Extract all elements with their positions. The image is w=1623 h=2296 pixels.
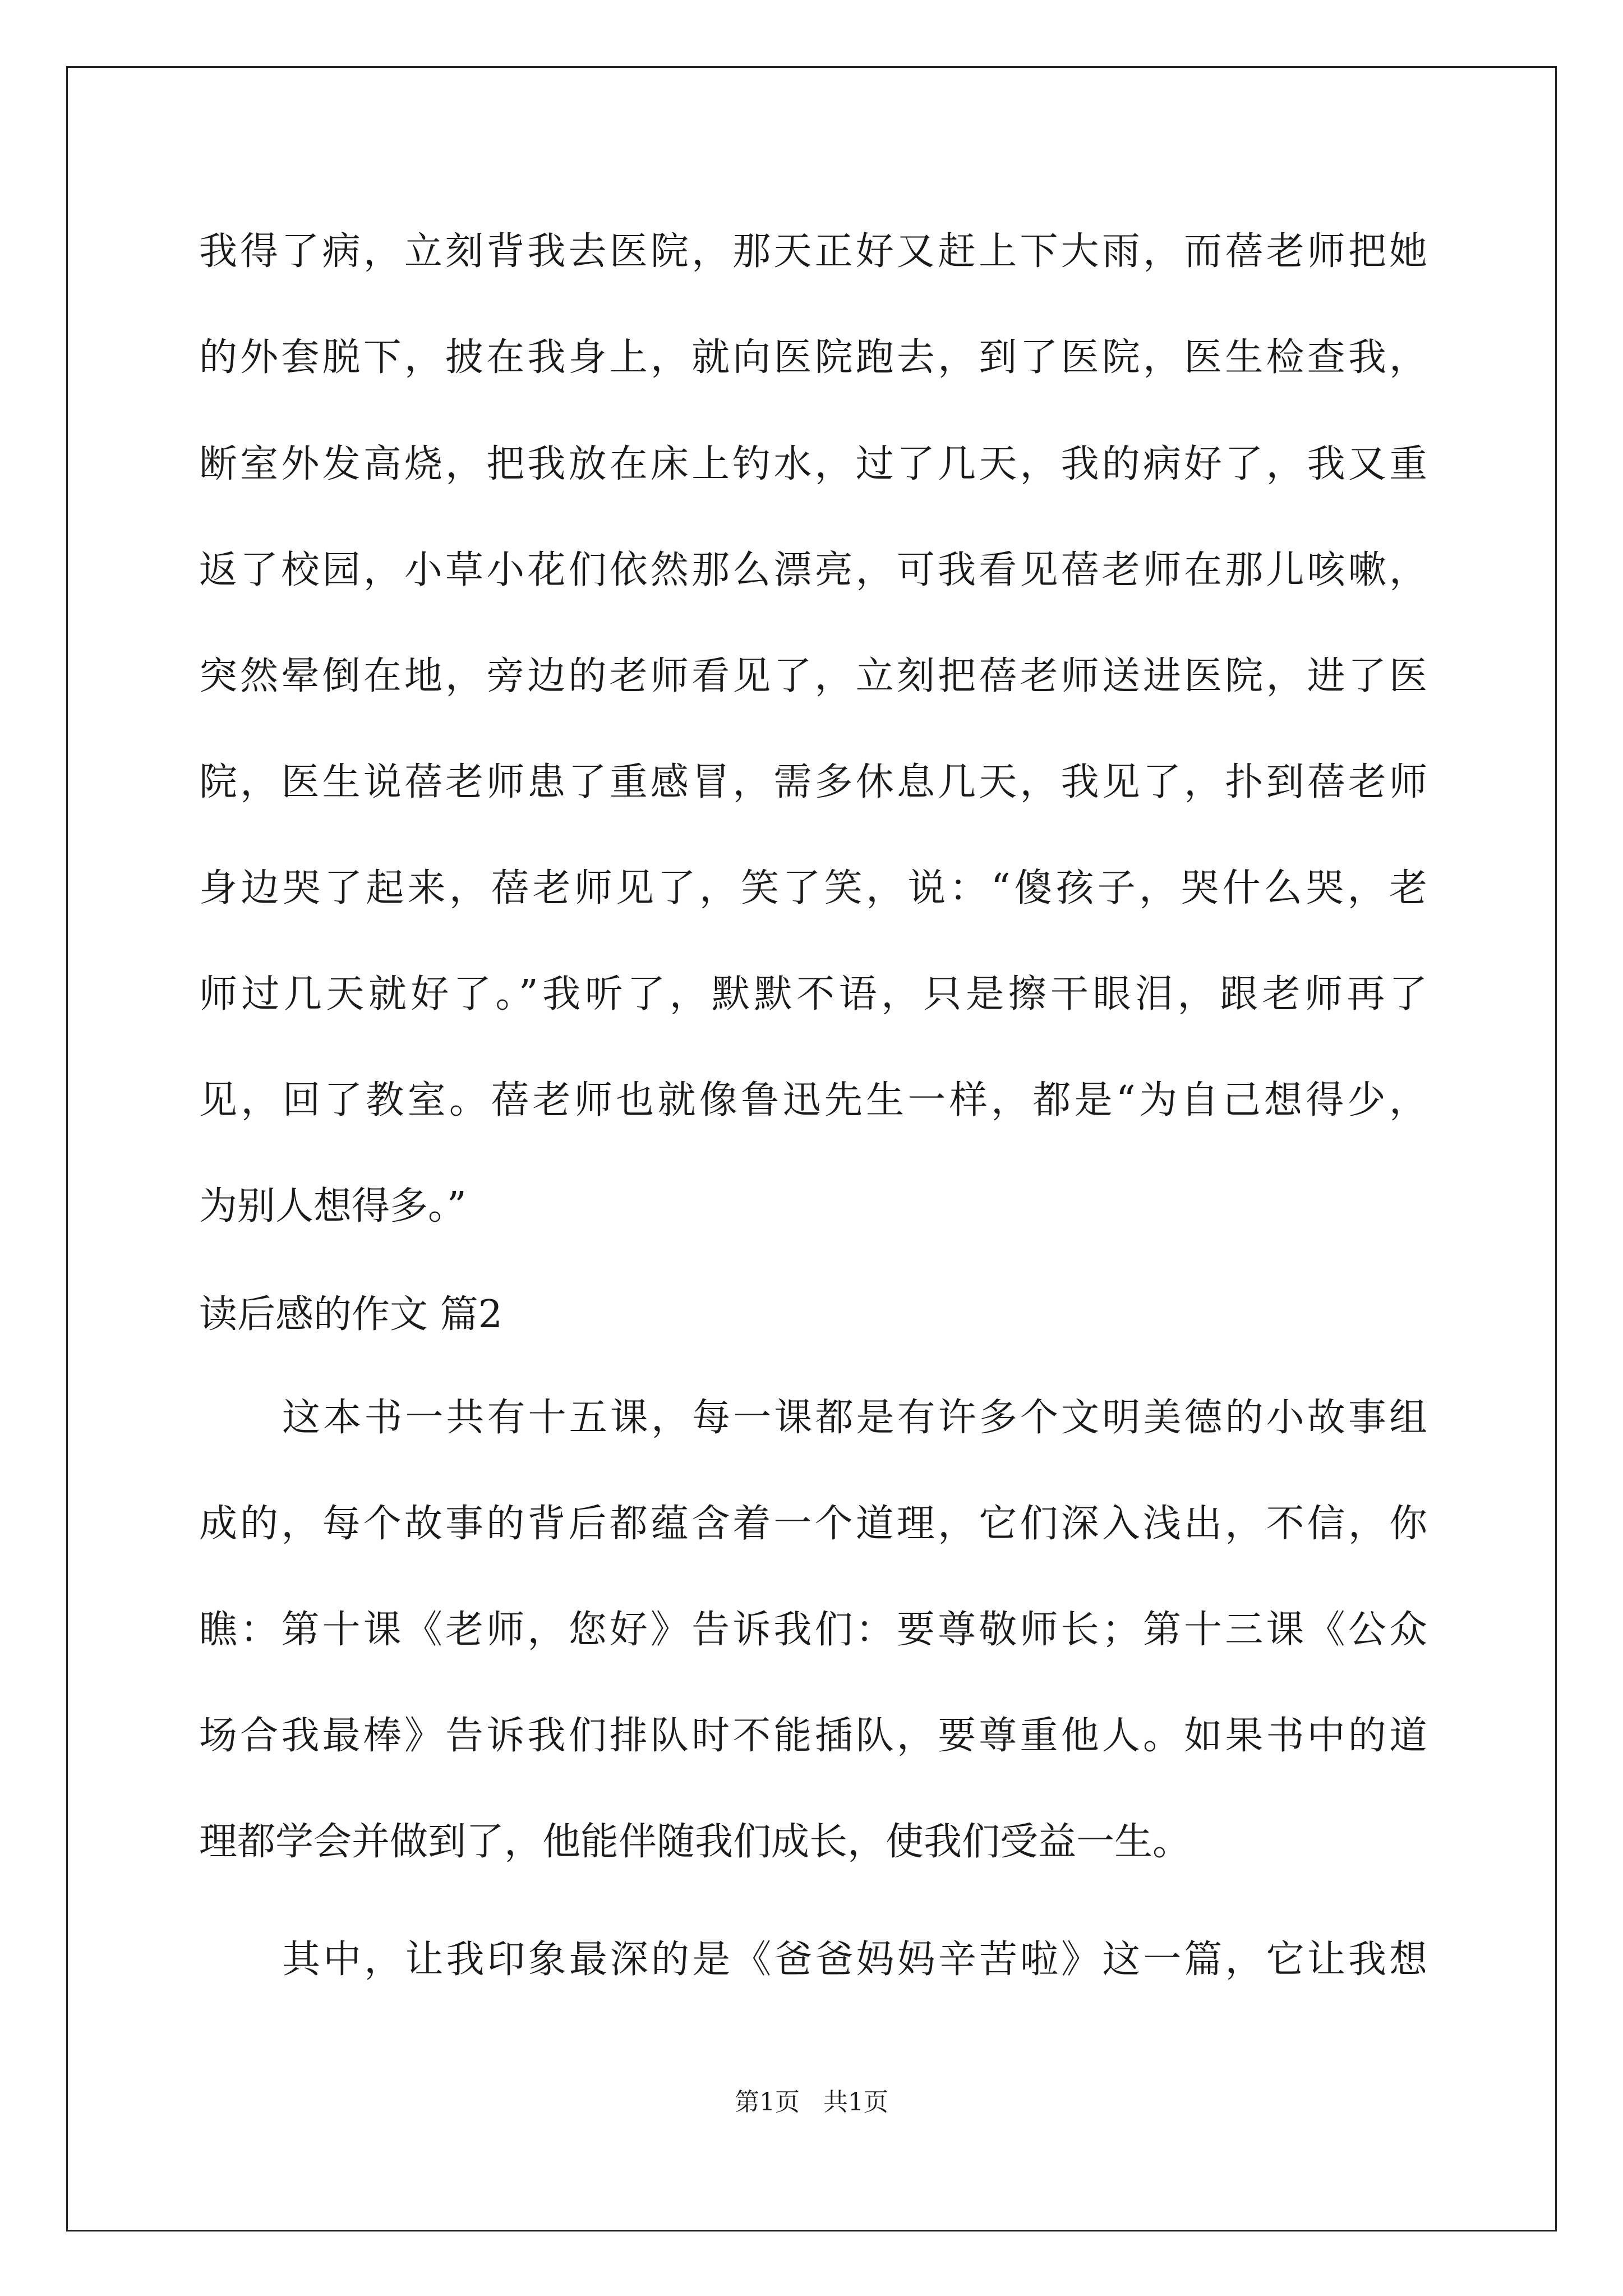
paragraph-line: 这本书一共有十五课，每一课都是有许多个文明美德的小故事组: [282, 1396, 1427, 1440]
paragraph-line: 突然晕倒在地，旁边的老师看见了，立刻把蓓老师送进医院，进了医: [199, 654, 1427, 698]
page-footer: 第1页 共1页: [735, 2088, 888, 2116]
paragraph-line: 见，回了教室。蓓老师也就像鲁迅先生一样，都是“为自己想得少，: [199, 1078, 1427, 1122]
page-border: [66, 66, 1557, 2231]
paragraph-line: 返了校园，小草小花们依然那么漂亮，可我看见蓓老师在那儿咳嗽，: [199, 548, 1427, 592]
paragraph-line: 师过几天就好了。”我听了，默默不语，只是擦干眼泪，跟老师再了: [199, 972, 1427, 1016]
paragraph-line: 的外套脱下，披在我身上，就向医院跑去，到了医院，医生检查我，: [199, 335, 1427, 380]
paragraph-line: 成的，每个故事的背后都蕴含着一个道理，它们深入浅出，不信，你: [199, 1502, 1427, 1546]
paragraph-line: 场合我最棒》告诉我们排队时不能插队，要尊重他人。如果书中的道: [199, 1714, 1427, 1758]
paragraph-line: 身边哭了起来，蓓老师见了，笑了笑，说：“傻孩子，哭什么哭，老: [199, 866, 1427, 910]
paragraph-line: 瞧：第十课《老师，您好》告诉我们：要尊敬师长；第十三课《公众: [199, 1608, 1427, 1652]
paragraph-line: 为别人想得多。”: [199, 1184, 467, 1228]
section-heading: 读后感的作文 篇2: [199, 1292, 502, 1337]
paragraph-line: 院，医生说蓓老师患了重感冒，需多休息几天，我见了，扑到蓓老师: [199, 760, 1427, 804]
paragraph-line: 断室外发高烧，把我放在床上钓水，过了几天，我的病好了，我又重: [199, 442, 1427, 486]
paragraph-line: 其中，让我印象最深的是《爸爸妈妈辛苦啦》这一篇，它让我想: [282, 1938, 1427, 1982]
paragraph-line: 我得了病，立刻背我去医院，那天正好又赶上下大雨，而蓓老师把她: [199, 229, 1427, 274]
paragraph-line: 理都学会并做到了，他能伴随我们成长，使我们受益一生。: [199, 1820, 1191, 1864]
